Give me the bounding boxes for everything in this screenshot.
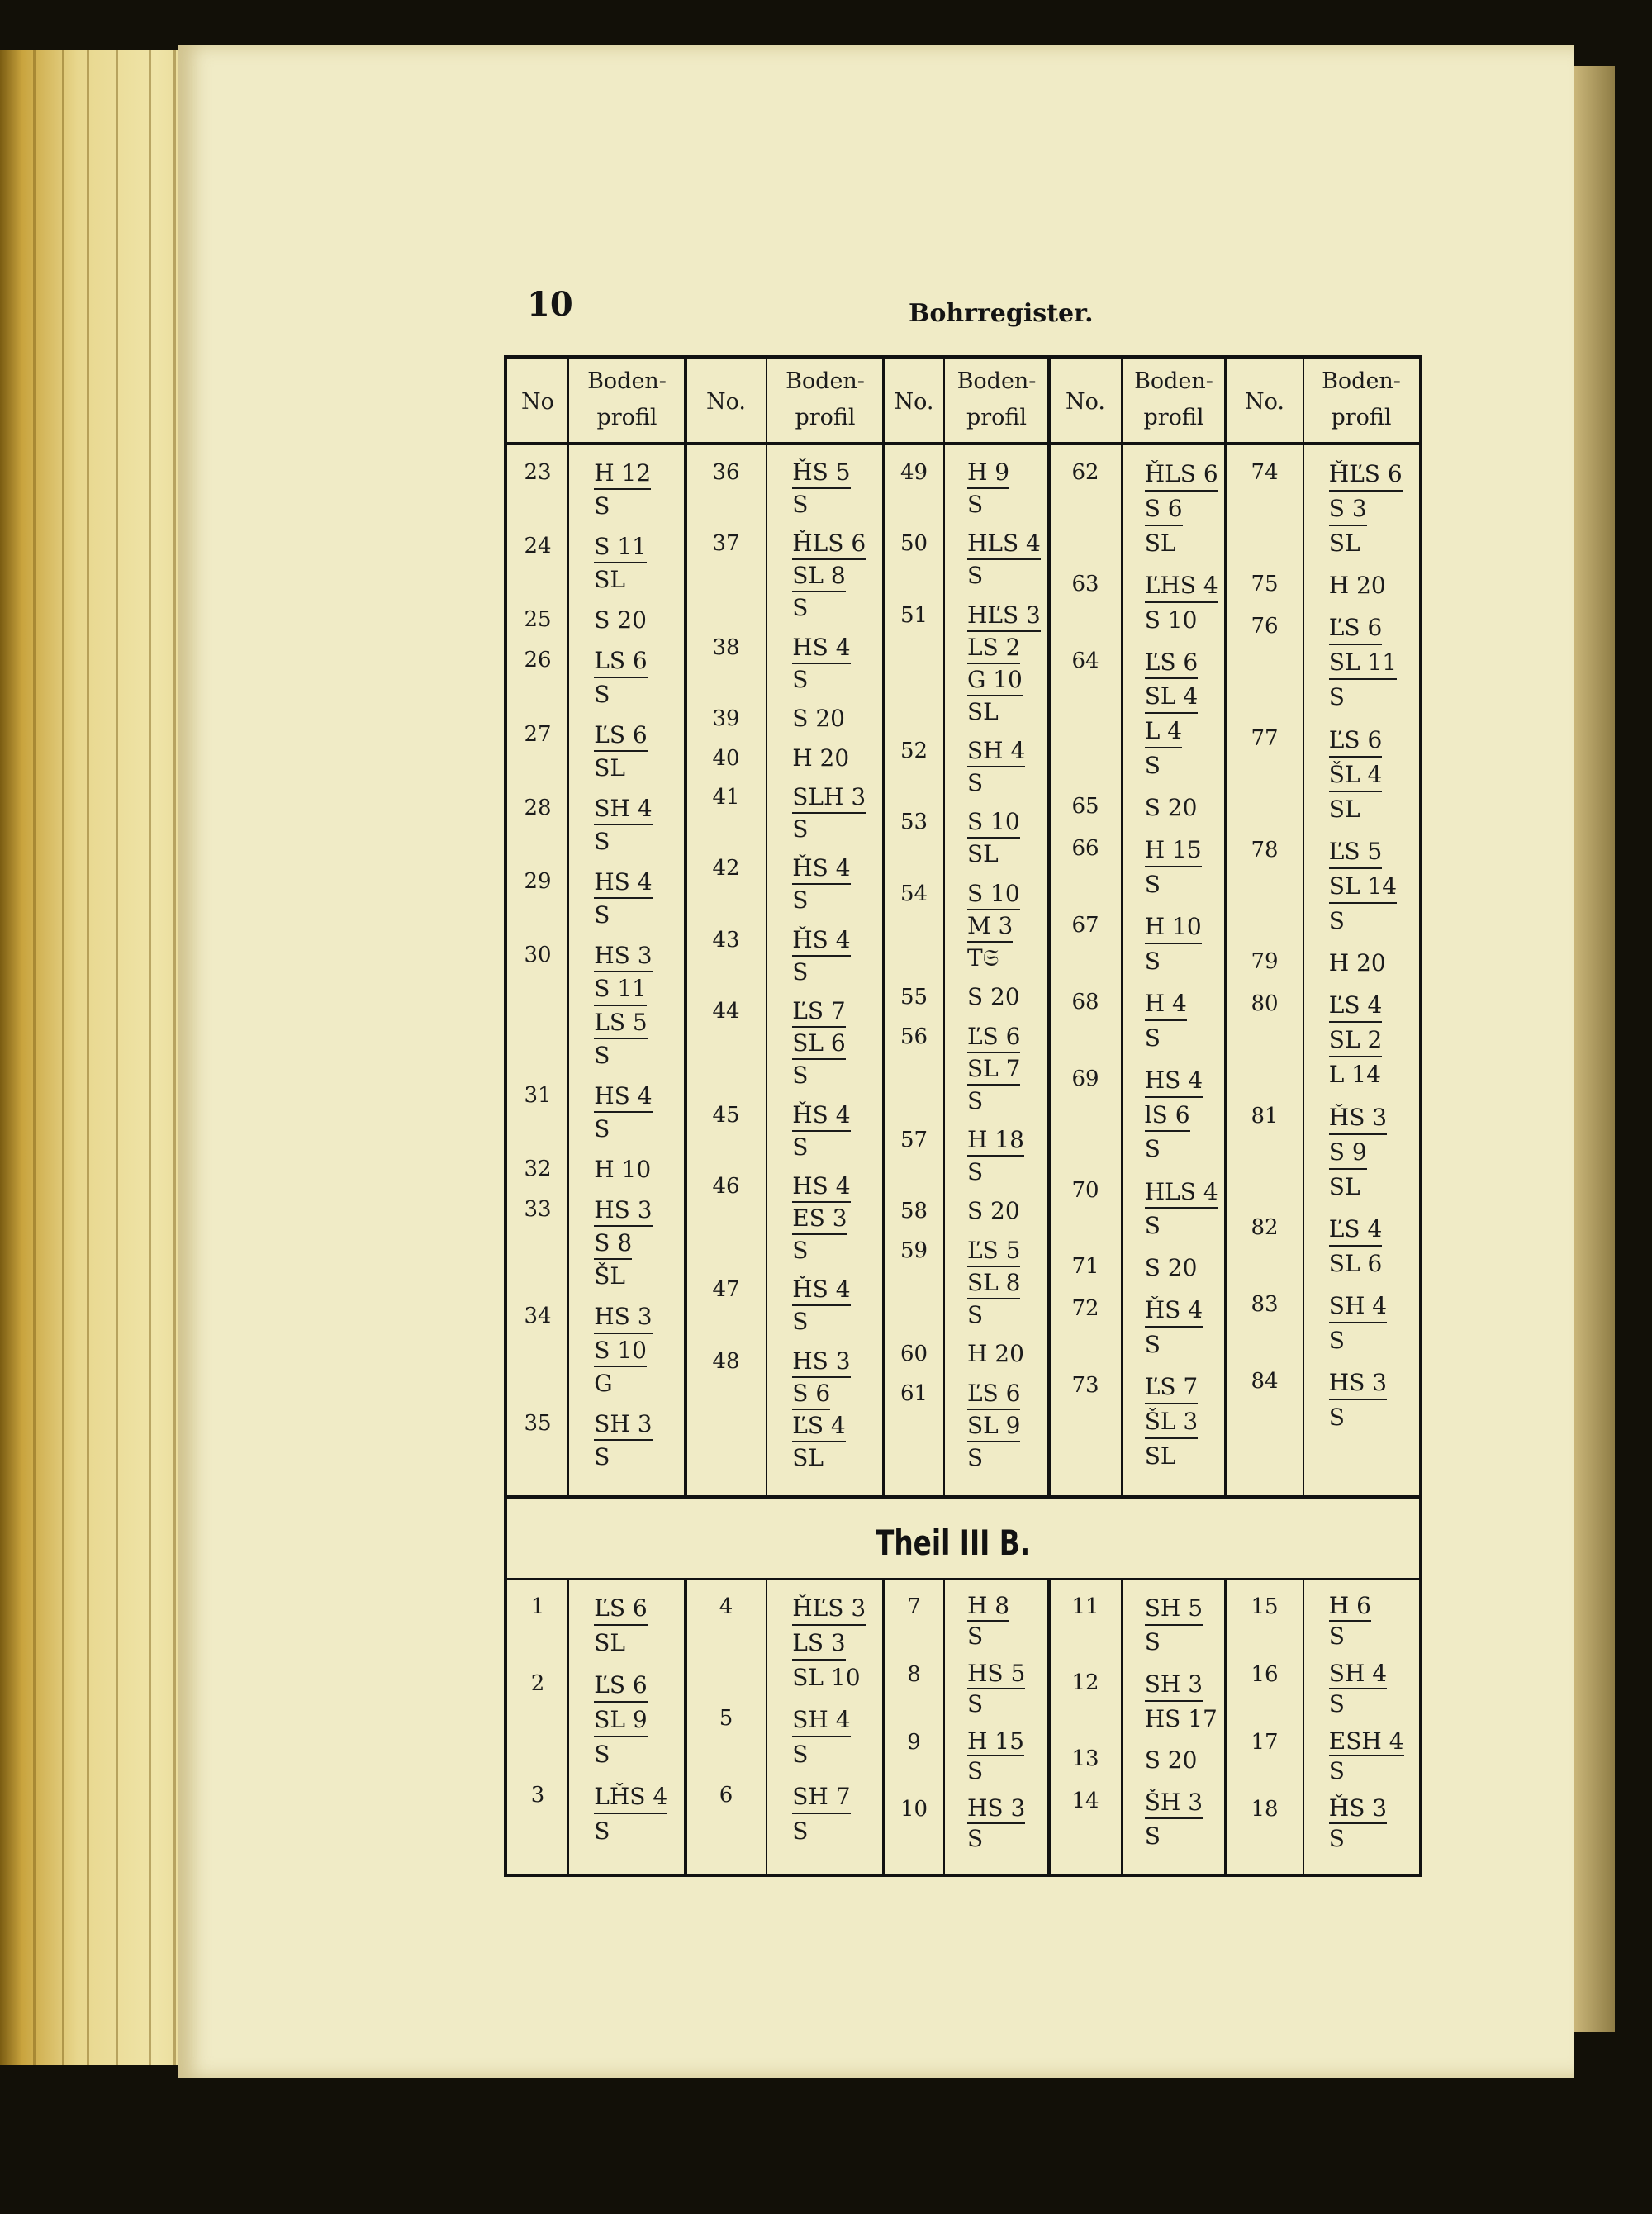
profile-layer: S 20 — [1144, 1746, 1198, 1775]
profile-layer: ĽS 6 — [1145, 647, 1199, 680]
entry-number: 49 — [900, 460, 928, 485]
profile-layer: S — [594, 1114, 610, 1143]
profile-layer: ĽS 4 — [792, 1412, 846, 1442]
entry-number: 23 — [524, 460, 552, 485]
entry-number: 77 — [1251, 725, 1279, 751]
entry-number: 25 — [524, 607, 552, 633]
entry-number: 46 — [712, 1174, 740, 1200]
entry-number: 57 — [900, 1127, 928, 1152]
profile-layer: M 3 — [967, 912, 1013, 943]
profile-layer: S — [966, 1622, 984, 1650]
profile-layer: ȞS 4 — [792, 1101, 850, 1132]
entry-number: 41 — [712, 785, 740, 810]
profile-layer: H 4 — [1145, 988, 1187, 1021]
profile-layer: ŠL 3 — [1145, 1406, 1199, 1439]
entry-number: 6 — [719, 1783, 733, 1808]
profile-layer: S — [1144, 1331, 1161, 1359]
profile-layer: S — [792, 886, 809, 915]
profile-layer: S 20 — [1144, 794, 1198, 822]
profile-layer: H 18 — [967, 1126, 1024, 1157]
profile-layer: S — [792, 1308, 809, 1336]
entry-number: 83 — [1251, 1292, 1279, 1318]
profile-layer: S — [594, 680, 610, 708]
profile-layer: ĽS 5 — [967, 1237, 1021, 1267]
profile-layer: ȞĽS 3 — [792, 1593, 866, 1626]
profile-layer: H 6 — [1329, 1593, 1371, 1622]
profile-layer: ĽS 6 — [967, 1380, 1021, 1410]
profile-layer: HS 3 — [594, 1302, 652, 1333]
entry-number: 4 — [719, 1594, 733, 1619]
profile-layer: S — [792, 665, 809, 693]
entry-number: 54 — [900, 881, 928, 906]
entry-number: 40 — [712, 745, 740, 771]
profile-layer: ĽS 6 — [594, 1670, 648, 1703]
profile-layer: S 8 — [594, 1228, 632, 1260]
entry-number: 71 — [1071, 1254, 1099, 1280]
column-divider — [1047, 1580, 1051, 1874]
profile-layer: SL 4 — [1145, 681, 1199, 714]
profile-layer: SL — [792, 1443, 824, 1471]
entry-number: 76 — [1251, 614, 1279, 639]
entry-number: 74 — [1251, 460, 1279, 485]
column-divider-inner — [1121, 1580, 1123, 1874]
column-header-no: No — [521, 389, 554, 415]
entry-number: 33 — [524, 1197, 552, 1223]
entry-number: 2 — [530, 1671, 545, 1697]
column-header-bodenprofil: Boden- profil — [786, 368, 865, 430]
profile-layer: SL — [594, 566, 626, 594]
profile-layer: ĽS 5 — [1329, 836, 1383, 869]
profile-layer: S 9 — [1329, 1137, 1367, 1170]
profile-layer: H 15 — [967, 1728, 1024, 1757]
profile-layer: S 10 — [967, 880, 1020, 910]
entry-number: 43 — [712, 927, 740, 953]
profile-layer: S — [792, 1236, 809, 1264]
column-header-bodenprofil: Boden- profil — [1134, 368, 1213, 430]
profile-layer: SL — [594, 753, 626, 782]
entry-number: 80 — [1251, 991, 1279, 1017]
entry-number: 72 — [1071, 1296, 1099, 1322]
header-rule — [504, 442, 1422, 445]
profile-layer: S — [594, 1741, 610, 1769]
profile-layer: SH 7 — [792, 1781, 850, 1814]
entry-number: 55 — [900, 985, 928, 1010]
profile-layer: S — [966, 1157, 984, 1185]
profile-layer: S — [1144, 1212, 1161, 1240]
entry-number: 37 — [712, 531, 740, 557]
profile-layer: SL 8 — [792, 562, 846, 592]
profile-layer: SL 9 — [594, 1704, 648, 1737]
profile-layer: S — [1328, 683, 1345, 711]
column-header-no: No. — [1245, 389, 1284, 415]
profile-layer: HS 3 — [792, 1347, 850, 1378]
profile-layer: S 10 — [967, 808, 1020, 839]
profile-layer: L 14 — [1328, 1061, 1381, 1089]
profile-layer: SL — [594, 1629, 626, 1656]
entry-number: 15 — [1251, 1594, 1279, 1619]
column-header-no: No. — [706, 389, 746, 415]
entry-number: 78 — [1251, 837, 1279, 862]
entry-number: 61 — [900, 1380, 928, 1406]
profile-layer: LS 3 — [792, 1627, 846, 1660]
profile-layer: S — [1144, 871, 1161, 898]
column-divider — [684, 355, 687, 1495]
profile-layer: SH 5 — [1145, 1593, 1203, 1626]
profile-layer: ĽHS 4 — [1145, 570, 1218, 603]
profile-layer: SL 7 — [967, 1055, 1021, 1086]
profile-layer: ȞĽS 6 — [1329, 458, 1403, 492]
column-divider-inner — [1303, 355, 1304, 1495]
entry-number: 56 — [900, 1024, 928, 1049]
profile-layer: SH 4 — [1329, 1290, 1387, 1323]
profile-layer: S — [966, 1825, 984, 1853]
profile-layer: SL — [1328, 795, 1360, 823]
entry-number: 9 — [907, 1729, 921, 1755]
column-divider — [882, 355, 885, 1495]
entry-number: 47 — [712, 1277, 740, 1303]
profile-layer: S — [792, 815, 809, 843]
profile-layer: HS 3 — [594, 1195, 652, 1227]
profile-layer: S — [1328, 1689, 1345, 1718]
entry-number: 84 — [1251, 1369, 1279, 1394]
entry-number: 66 — [1071, 836, 1099, 862]
profile-layer: ĽS 7 — [792, 997, 846, 1028]
profile-layer: ŠH 3 — [1145, 1787, 1203, 1820]
profile-layer: HS 3 — [594, 941, 652, 972]
profile-layer: S 11 — [594, 974, 647, 1005]
profile-layer: HS 5 — [967, 1660, 1025, 1689]
profile-layer: S — [792, 594, 809, 622]
profile-layer: S — [966, 1689, 984, 1718]
column-divider — [882, 1580, 885, 1874]
profile-layer: S — [594, 901, 610, 929]
profile-layer: S — [1328, 1757, 1345, 1785]
profile-layer: HS 3 — [1329, 1367, 1387, 1400]
entry-number: 3 — [530, 1783, 545, 1808]
entry-number: 27 — [524, 721, 552, 747]
profile-layer: SH 4 — [792, 1704, 850, 1737]
profile-layer: SH 4 — [967, 737, 1025, 767]
profile-layer: ESH 4 — [1329, 1728, 1404, 1757]
profile-layer: SH 4 — [1329, 1660, 1387, 1689]
entry-number: 13 — [1071, 1746, 1099, 1772]
profile-layer: SL 2 — [1329, 1024, 1383, 1057]
profile-layer: ȞS 4 — [792, 854, 850, 885]
profile-layer: S — [1328, 1622, 1345, 1650]
profile-layer: H 8 — [967, 1593, 1009, 1622]
column-header-bodenprofil: Boden- profil — [957, 368, 1037, 430]
profile-layer: HS 4 — [1145, 1065, 1203, 1098]
profile-layer: S — [594, 1041, 610, 1069]
profile-layer: H 10 — [1145, 911, 1202, 944]
profile-layer: S — [1144, 1024, 1161, 1052]
profile-layer: S 20 — [966, 983, 1020, 1011]
entry-number: 7 — [907, 1594, 921, 1619]
column-header-no: No. — [894, 389, 934, 415]
entry-number: 8 — [907, 1661, 921, 1687]
entry-number: 11 — [1071, 1594, 1099, 1619]
profile-layer: SL — [1144, 529, 1176, 557]
entry-number: 51 — [900, 602, 928, 628]
profile-layer: HS 4 — [792, 1172, 850, 1203]
entry-number: 81 — [1251, 1103, 1279, 1128]
profile-layer: S — [792, 1133, 809, 1161]
profile-layer: S — [792, 490, 809, 518]
profile-layer: ȞLS 6 — [1145, 458, 1218, 492]
profile-layer: S 10 — [594, 1336, 647, 1367]
entry-number: 26 — [524, 648, 552, 673]
profile-layer: S — [1328, 1327, 1345, 1355]
entry-number: 31 — [524, 1082, 552, 1108]
entry-number: 14 — [1071, 1788, 1099, 1813]
profile-layer: SL — [966, 840, 999, 868]
entry-number: 12 — [1071, 1670, 1099, 1696]
profile-layer: ȞS 4 — [1145, 1295, 1203, 1328]
profile-layer: SL 9 — [967, 1412, 1021, 1442]
profile-layer: ĽS 6 — [967, 1023, 1021, 1053]
profile-layer: LS 2 — [967, 634, 1021, 664]
entry-number: 10 — [900, 1797, 928, 1822]
entry-number: 34 — [524, 1304, 552, 1329]
profile-layer: SL — [1328, 530, 1360, 557]
profile-layer: S — [792, 1062, 809, 1090]
profile-layer: SL — [966, 697, 999, 725]
profile-layer: S 6 — [792, 1380, 830, 1410]
entry-number: 48 — [712, 1348, 740, 1374]
section-rule-top — [504, 1495, 1422, 1499]
profile-layer: S 20 — [966, 1197, 1020, 1225]
profile-layer: lS 6 — [1145, 1100, 1190, 1133]
profile-layer: ȞS 5 — [792, 458, 850, 489]
profile-layer: ȞS 4 — [792, 926, 850, 957]
entry-number: 44 — [712, 999, 740, 1024]
column-header-no: No. — [1066, 389, 1105, 415]
profile-layer: H 10 — [594, 1156, 652, 1183]
entry-number: 18 — [1251, 1797, 1279, 1822]
profile-layer: SL — [1144, 1442, 1176, 1470]
profile-layer: SH 4 — [594, 794, 652, 825]
profile-layer: HS 4 — [792, 634, 850, 664]
profile-layer: ŠL 4 — [1329, 759, 1383, 792]
entry-number: 45 — [712, 1102, 740, 1128]
profile-layer: S 20 — [1144, 1254, 1198, 1282]
profile-layer: H 20 — [1328, 949, 1386, 977]
column-header-bodenprofil: Boden- profil — [1322, 368, 1401, 430]
profile-layer: H 15 — [1145, 834, 1202, 867]
profile-layer: H 20 — [1328, 572, 1386, 600]
profile-layer: ĽS 6 — [1329, 725, 1383, 758]
profile-layer: S 20 — [792, 705, 845, 733]
profile-layer: S — [792, 1741, 809, 1769]
entry-number: 75 — [1251, 572, 1279, 597]
profile-layer: G 10 — [967, 666, 1023, 696]
column-divider-inner — [1303, 1580, 1304, 1874]
profile-layer: SL 11 — [1329, 647, 1397, 680]
entry-number: 17 — [1251, 1729, 1279, 1755]
profile-layer: ȞS 4 — [792, 1276, 850, 1306]
column-header-bodenprofil: Boden- profil — [587, 368, 667, 430]
entry-number: 79 — [1251, 949, 1279, 975]
profile-layer: S 3 — [1329, 493, 1367, 526]
profile-layer: S — [1144, 947, 1161, 975]
entry-number: 35 — [524, 1410, 552, 1436]
entry-number: 1 — [530, 1594, 545, 1619]
section-title: Theil III B. — [876, 1523, 1031, 1563]
column-divider-inner — [943, 1580, 945, 1874]
profile-layer: S — [966, 1757, 984, 1785]
profile-layer: H 20 — [792, 744, 850, 772]
profile-layer: H 9 — [967, 458, 1009, 489]
entry-number: 63 — [1071, 571, 1099, 596]
profile-layer: S — [966, 1300, 984, 1328]
profile-layer: S — [966, 1443, 984, 1471]
profile-layer: SL 6 — [1328, 1249, 1383, 1277]
entry-number: 16 — [1251, 1661, 1279, 1687]
profile-layer: S — [1144, 1628, 1161, 1656]
page-header: Bohrregister. — [909, 299, 1094, 328]
profile-layer: SH 3 — [1145, 1669, 1203, 1702]
profile-layer: HS 3 — [967, 1795, 1025, 1824]
entry-number: 70 — [1071, 1177, 1099, 1203]
profile-layer: S 10 — [1144, 606, 1198, 634]
profile-layer: H 12 — [594, 458, 651, 490]
profile-layer: ŠL — [594, 1262, 626, 1290]
entry-number: 24 — [524, 534, 552, 559]
entry-number: 59 — [900, 1238, 928, 1263]
page-number: 10 — [527, 285, 573, 324]
profile-layer: HĽS 3 — [967, 601, 1041, 632]
column-divider-inner — [766, 355, 767, 1495]
profile-layer: SLH 3 — [792, 783, 866, 814]
profile-layer: LS 5 — [594, 1008, 648, 1039]
profile-layer: SL 6 — [792, 1029, 846, 1060]
profile-layer: S — [1328, 1404, 1345, 1432]
profile-layer: ĽS 6 — [594, 720, 648, 752]
profile-layer: HS 17 — [1144, 1704, 1218, 1732]
profile-layer: S 11 — [594, 532, 647, 563]
profile-layer: HS 4 — [594, 1081, 652, 1113]
profile-layer: S — [594, 1817, 610, 1846]
entry-number: 32 — [524, 1157, 552, 1181]
profile-layer: ĽS 6 — [594, 1593, 648, 1626]
profile-layer: S — [594, 492, 610, 520]
profile-layer: S — [1328, 1825, 1345, 1853]
profile-layer: S — [792, 957, 809, 986]
profile-layer: S — [966, 562, 984, 590]
profile-layer: S — [1144, 752, 1161, 780]
entry-number: 58 — [900, 1199, 928, 1224]
profile-layer: S 6 — [1145, 493, 1183, 526]
entry-number: 64 — [1071, 648, 1099, 673]
profile-layer: S — [1144, 1135, 1161, 1163]
profile-layer: S — [966, 490, 984, 518]
entry-number: 73 — [1071, 1373, 1099, 1399]
entry-number: 67 — [1071, 913, 1099, 938]
profile-layer: HLS 4 — [1145, 1176, 1218, 1209]
profile-layer: L 4 — [1145, 715, 1182, 748]
profile-layer: T𝔖 — [966, 943, 999, 972]
profile-layer: S — [792, 1817, 809, 1846]
entry-number: 42 — [712, 856, 740, 881]
profile-layer: S — [966, 1086, 984, 1114]
entry-number: 53 — [900, 810, 928, 835]
profile-layer: ȞLS 6 — [792, 530, 866, 560]
next-page-edge — [1574, 66, 1615, 2032]
entry-number: 50 — [900, 531, 928, 557]
profile-layer: ȞS 3 — [1329, 1102, 1387, 1135]
profile-layer: HS 4 — [594, 867, 652, 899]
profile-layer: S — [1144, 1822, 1161, 1851]
column-divider — [1224, 355, 1227, 1495]
profile-layer: SL 14 — [1329, 871, 1397, 904]
profile-layer: ES 3 — [792, 1204, 847, 1235]
profile-layer: S — [594, 1442, 610, 1470]
profile-layer: LS 6 — [594, 646, 648, 677]
entry-number: 52 — [900, 739, 928, 764]
entry-number: 82 — [1251, 1214, 1279, 1240]
entry-number: 30 — [524, 943, 552, 968]
profile-layer: SH 3 — [594, 1409, 652, 1441]
profile-layer: SL — [1328, 1172, 1360, 1200]
entry-number: 38 — [712, 634, 740, 660]
profile-layer: H 20 — [966, 1340, 1024, 1368]
entry-number: 28 — [524, 795, 552, 820]
profile-layer: ȞS 3 — [1329, 1795, 1387, 1824]
section-rule-bottom — [504, 1578, 1422, 1580]
entry-number: 29 — [524, 869, 552, 895]
profile-layer: S — [966, 768, 984, 796]
profile-layer: G — [594, 1369, 613, 1397]
entry-number: 69 — [1071, 1066, 1099, 1091]
entry-number: 5 — [719, 1706, 733, 1732]
profile-layer: ĽS 6 — [1329, 612, 1383, 645]
profile-layer: S 20 — [594, 606, 647, 634]
profile-layer: HLS 4 — [967, 530, 1041, 560]
profile-layer: SL 10 — [792, 1664, 861, 1691]
profile-layer: S — [1328, 906, 1345, 934]
profile-layer: ĽS 7 — [1145, 1371, 1199, 1404]
entry-number: 62 — [1071, 460, 1099, 485]
entry-number: 60 — [900, 1342, 928, 1367]
column-divider-inner — [567, 1580, 569, 1874]
profile-layer: SL 8 — [967, 1269, 1021, 1299]
entry-number: 39 — [712, 706, 740, 732]
profile-layer: ĽS 4 — [1329, 1214, 1383, 1247]
profile-layer: ĽS 4 — [1329, 990, 1383, 1023]
profile-layer: LȞS 4 — [594, 1781, 667, 1814]
column-divider-inner — [943, 355, 945, 1495]
entry-number: 68 — [1071, 989, 1099, 1014]
profile-layer: S — [594, 828, 610, 855]
column-divider — [1224, 1580, 1227, 1874]
entry-number: 65 — [1071, 794, 1099, 820]
entry-number: 36 — [712, 460, 740, 485]
